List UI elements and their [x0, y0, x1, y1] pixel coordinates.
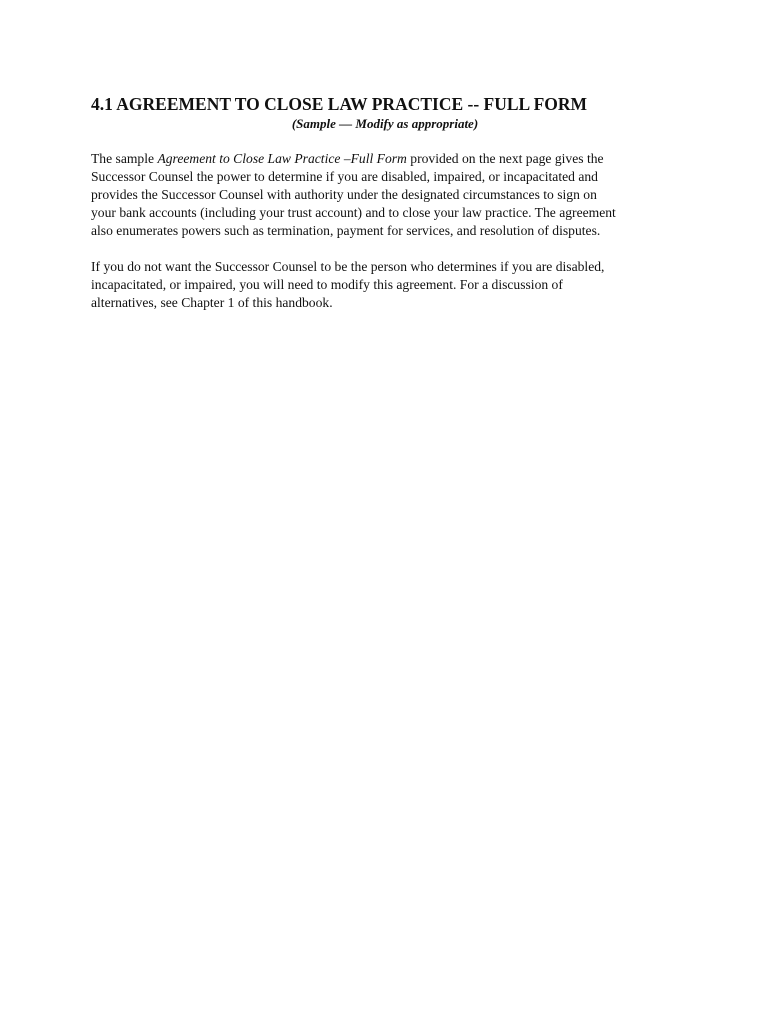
- line-text: provided on the next page gives the: [406, 151, 604, 166]
- paragraph-line: provides the Successor Counsel with authority under the designated circumstances to sign on: [91, 187, 597, 202]
- paragraph-line: alternatives, see Chapter 1 of this handbook.: [91, 295, 333, 310]
- paragraph-line: incapacitated, or impaired, you will need to modify this agreement. For a discussion of: [91, 277, 563, 292]
- page-title: 4.1 AGREEMENT TO CLOSE LAW PRACTICE -- FULL FORM: [91, 94, 588, 114]
- intro-paragraph: [91, 150, 616, 240]
- page-subtitle: (Sample — Modify as appropriate): [291, 116, 479, 131]
- form-title-italic: Agreement to Close Law Practice –Full Form: [157, 151, 407, 166]
- paragraph-line: Successor Counsel the power to determine if you are disabled, impaired, or incapacitated and: [91, 169, 598, 184]
- paragraph-line: your bank accounts (including your trust account) and to close your law practice. The agreement: [91, 205, 616, 220]
- paragraph-line: [91, 150, 616, 168]
- line-text: The sample: [91, 151, 158, 166]
- alternatives-paragraph: [91, 258, 604, 312]
- paragraph-line: If you do not want the Successor Counsel to be the person who determines if you are disabled,: [91, 259, 605, 274]
- paragraph-line: also enumerates powers such as termination, payment for services, and resolution of disputes.: [91, 223, 601, 238]
